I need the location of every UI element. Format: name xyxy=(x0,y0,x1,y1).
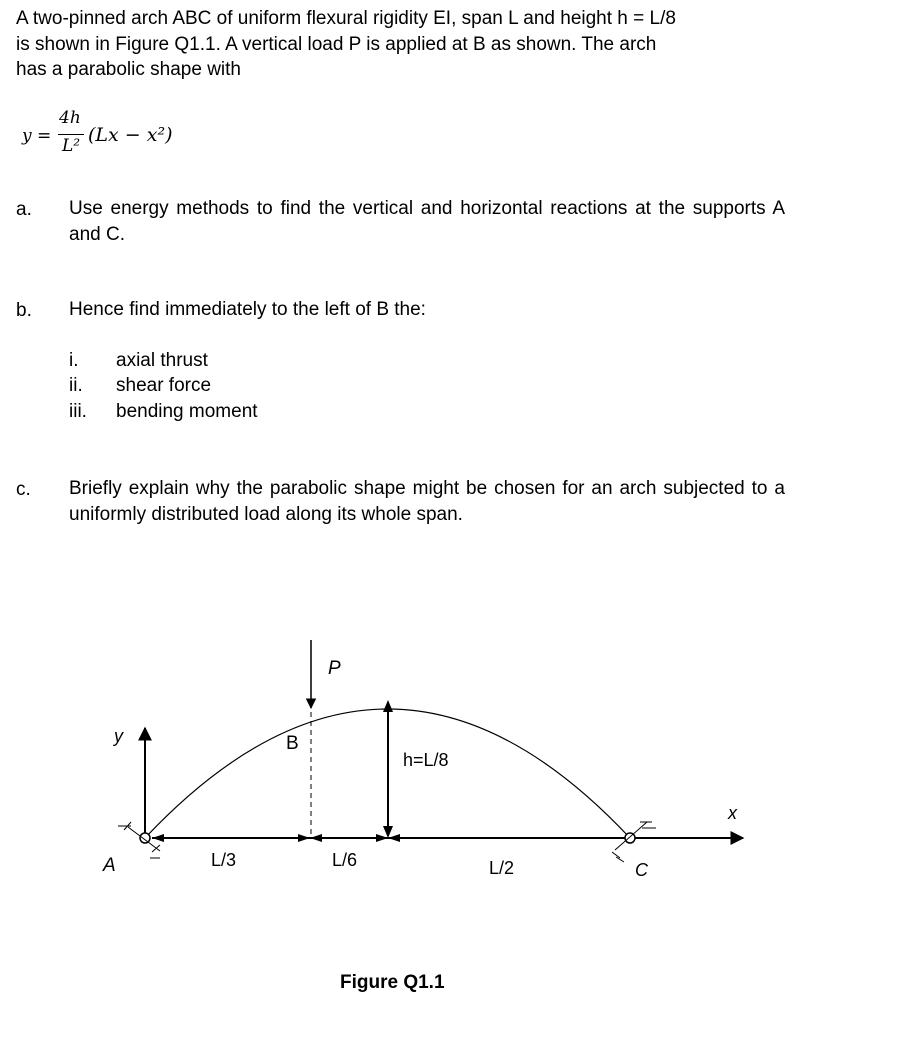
dim-arrow-mid-right xyxy=(388,834,400,842)
dim-label-l6: L/6 xyxy=(332,850,358,870)
intro-line-3: has a parabolic shape with xyxy=(16,59,241,80)
height-arrow-top xyxy=(383,700,393,712)
subitem-i-num: i. xyxy=(69,350,79,371)
figure-caption: Figure Q1.1 xyxy=(340,972,445,993)
question-b-text: Hence find immediately to the left of B the: xyxy=(69,299,426,320)
label-y: y xyxy=(114,726,123,746)
equation-numerator: 4h xyxy=(59,108,81,128)
dim-label-l3: L/3 xyxy=(211,850,237,870)
dim-arrow-mid-left xyxy=(376,834,388,842)
question-c-text: Briefly explain why the parabolic shape might be chosen for an arch subjected to a uniformly distributed load along its whole span. xyxy=(69,478,785,525)
label-a: A xyxy=(103,855,116,876)
equation-bracket: (Lx − x²) xyxy=(88,124,173,146)
dim-arrow-a-right xyxy=(152,834,164,842)
question-b-letter: b. xyxy=(16,300,32,321)
question-c-letter: c. xyxy=(16,479,31,500)
dim-arrow-b-left xyxy=(298,834,310,842)
intro-line-1: A two-pinned arch ABC of uniform flexural rigidity EI, span L and height h = L/8 xyxy=(16,8,676,29)
equation-denominator: L² xyxy=(62,136,81,156)
dim-arrow-b-right xyxy=(310,834,322,842)
question-a-letter: a. xyxy=(16,199,32,220)
subitem-ii-text: shear force xyxy=(116,375,212,396)
pin-support-c xyxy=(612,822,656,862)
subitem-iii-num: iii. xyxy=(69,401,87,422)
subitem-iii-text: bending moment xyxy=(116,401,258,422)
label-p: P xyxy=(328,658,341,679)
dim-label-l2: L/2 xyxy=(489,858,515,878)
label-x: x xyxy=(728,803,737,823)
label-height: h=L/8 xyxy=(403,750,449,770)
subitem-i-text: axial thrust xyxy=(116,350,208,371)
intro-line-2: is shown in Figure Q1.1. A vertical load P is applied at B as shown. The arch xyxy=(16,33,657,55)
pin-support-a xyxy=(118,822,160,858)
label-c: C xyxy=(635,860,648,880)
label-b: B xyxy=(286,733,299,754)
height-arrow-bottom xyxy=(383,826,393,838)
question-a-text: Use energy methods to find the vertical and horizontal reactions at the supports A and C. xyxy=(69,198,785,245)
subitem-ii-num: ii. xyxy=(69,375,83,396)
equation-lhs: y = xyxy=(22,126,52,146)
